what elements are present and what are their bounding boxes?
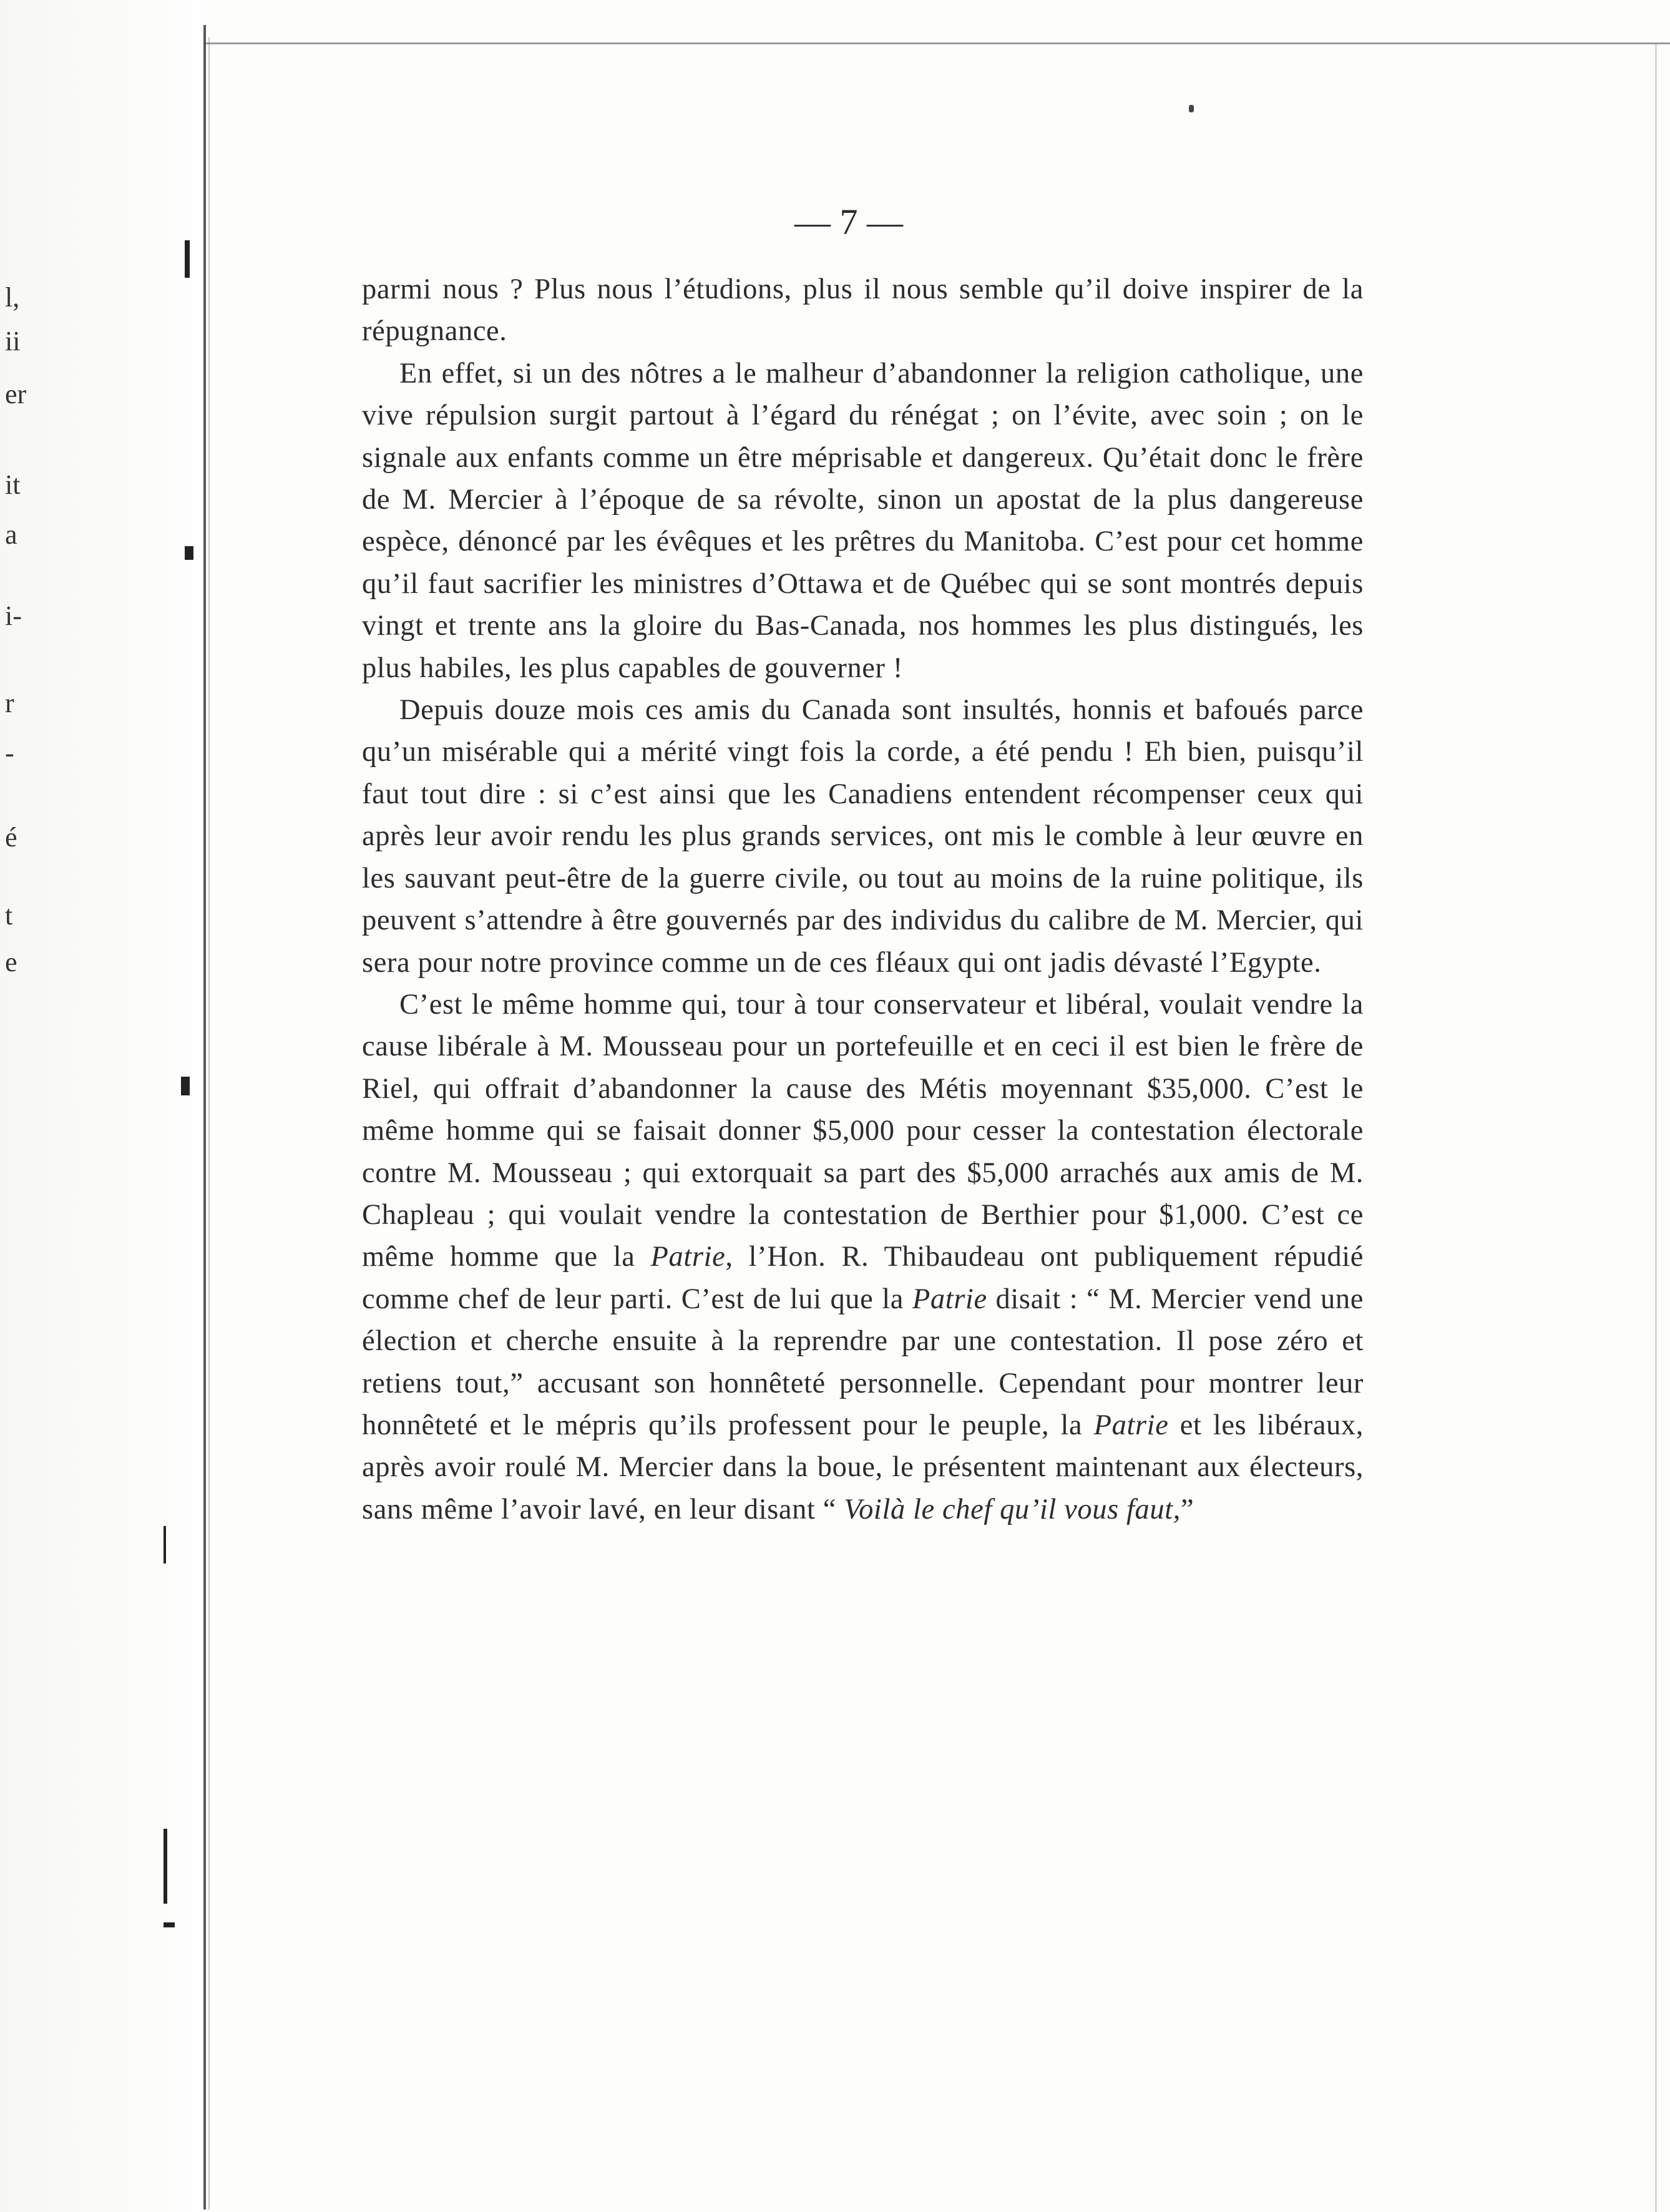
text-run: Depuis douze mois ces amis du Canada sont insultés, honnis et bafoués parce qu’un misérable qui a mérité vingt fois la corde, a été pendu ! Eh bien, puisqu’il faut tout dire : si c’est ainsi que les Canadiens entendent récompenser ceux qui après leur avoir rendu les plus grands services, ont mis le comble à leur œuvre en les sauvant peut-être de la guerre civile, ou tout au moins de la ruine politique, ils peuvent s’attendre à être gouvernés par des individus du calibre de M. Mercier, qui sera pour notre province comme un de ces fléaux qui ont jadis dévasté l’Egypte. (362, 694, 1364, 979)
facing-page-fragment: it (5, 469, 21, 500)
text-run: disait : “ M. Mercier vend une élection et cherche ensuite à la reprendre par une contestation. Il pose zéro et retiens tout,” accusant son honnêteté personnelle. Cependant pour montrer leur honnêteté et le mépris qu’ils professent pour le peuple, la (362, 1283, 1364, 1441)
page-number: — 7 — (794, 202, 903, 242)
facing-page-edge (0, 0, 206, 2212)
facing-page-fragment: é (5, 822, 17, 853)
text-run: , l’Hon. R. Thibaudeau ont publiquement répudié comme chef de leur parti. C’est de lui que la (362, 1241, 1364, 1315)
body-text (362, 268, 1364, 1530)
facing-page-fragment: ii (5, 326, 21, 356)
text-run: et les libéraux, après avoir roulé M. Mercier dans la boue, le présentent maintenant aux électeurs, sans même l’avoir lavé, en leur disant “ (362, 1409, 1364, 1525)
paragraph (362, 268, 1364, 353)
text-run-italic: Patrie (650, 1241, 726, 1273)
facing-page-fragment: t (5, 900, 13, 931)
binding-mark (164, 1526, 166, 1564)
paragraph (362, 689, 1364, 984)
text-run: C’est le même homme qui, tour à tour conservateur et libéral, voulait vendre la cause libérale à M. Mousseau pour un portefeuille et en ceci il est bien le frère de Riel, qui offrait d’abandonner la cause des Métis moyennant $35,000. C’est le même homme qui se faisait donner $5,000 pour cesser la contestation électorale contre M. Mousseau ; qui extorquait sa part des $5,000 arrachés aux amis de M. Chapleau ; qui voulait vendre la contestation de Berthier pour $1,000. C’est ce même homme que la (362, 988, 1364, 1273)
binding-gutter-shadow (208, 37, 210, 2210)
binding-mark (181, 1077, 190, 1095)
text-run-italic: Patrie (912, 1283, 987, 1315)
facing-page-fragment: l, (5, 282, 20, 313)
page-right-edge (1655, 42, 1657, 2212)
facing-page-fragment: a (5, 519, 17, 550)
text-run: ” (1180, 1493, 1194, 1525)
binding-mark (164, 1922, 175, 1927)
text-run: En effet, si un des nôtres a le malheur d’abandonner la religion catholique, une vive répulsion surgit partout à l’égard du rénégat ; on l’évite, avec soin ; on le signale aux enfants comme un être méprisable et dangereux. Qu’était donc le frère de M. Mercier à l’époque de sa révolte, sinon un apostat de la plus dangereuse espèce, dénoncé par les évêques et les prêtres du Manitoba. C’est pour cet homme qu’il faut sacrifier les ministres d’Ottawa et de Québec qui se sont montrés depuis vingt et trente ans la gloire du Bas-Canada, nos hommes les plus distingués, les plus habiles, les plus capables de gouverner ! (362, 357, 1364, 684)
facing-page-fragment: e (5, 947, 17, 977)
text-run-italic: Voilà le chef qu’il vous faut, (844, 1493, 1181, 1525)
scan-speck (1189, 105, 1194, 112)
facing-page-fragment: i- (5, 600, 22, 631)
text-run-italic: Patrie (1093, 1409, 1169, 1441)
binding-mark (185, 240, 190, 278)
text-run: parmi nous ? Plus nous l’étudions, plus il nous semble qu’il doive inspirer de la répugnance. (362, 273, 1364, 348)
binding-gutter-line (203, 25, 206, 2210)
paragraph (362, 353, 1364, 689)
paragraph (362, 984, 1364, 1530)
binding-mark (185, 546, 193, 560)
page-top-edge (206, 42, 1670, 44)
binding-mark (164, 1829, 167, 1904)
facing-page-fragment: r (5, 688, 14, 718)
facing-page-fragment: er (5, 379, 27, 409)
facing-page-fragment: - (5, 738, 14, 768)
